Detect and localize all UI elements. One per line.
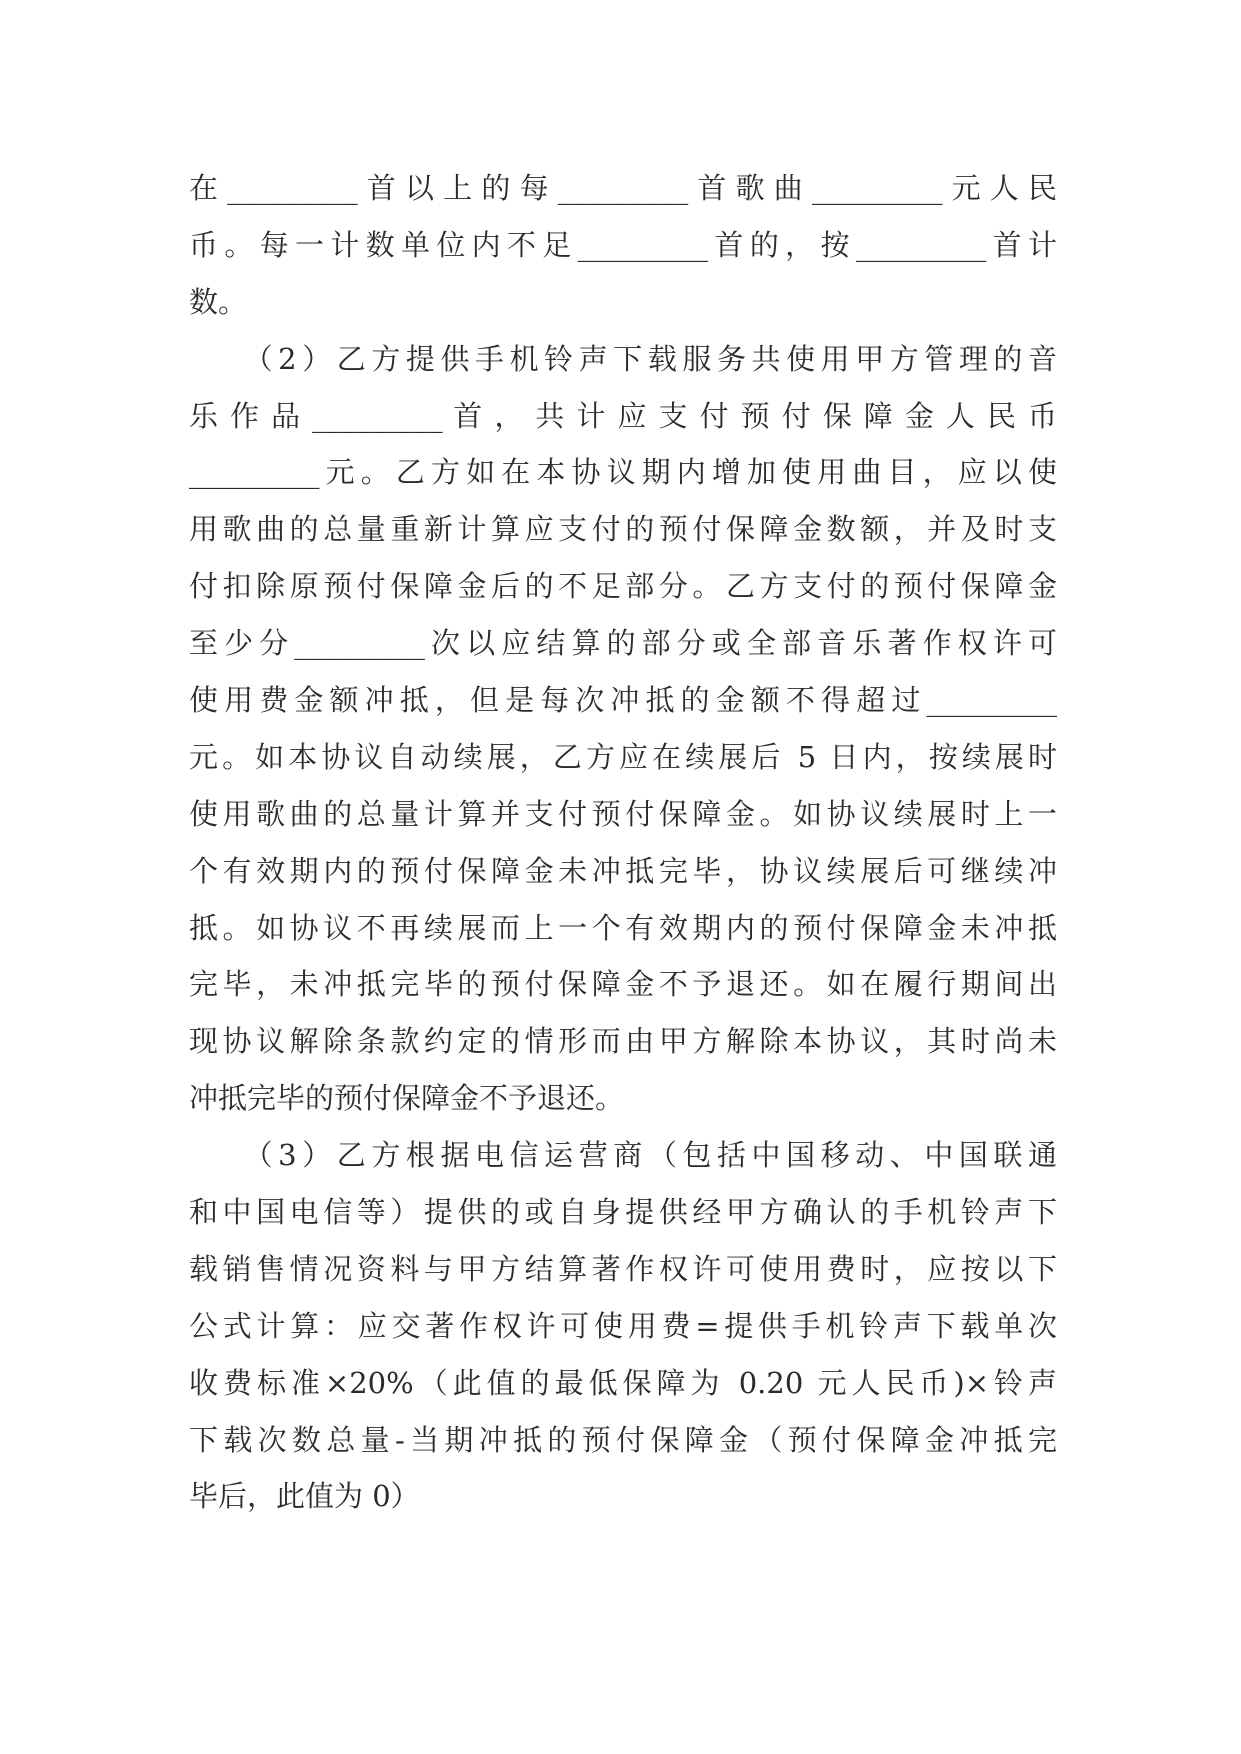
text-line: 冲抵完毕的预付保障金不予退还。 bbox=[189, 1081, 625, 1116]
text-line: 币。每一计数单位内不足_________首的，按_________首计 bbox=[189, 227, 1057, 262]
text-line: 元。如本协议自动续展，乙方应在续展后 5 日内，按续展时 bbox=[189, 739, 1057, 774]
text-line: 抵。如协议不再续展而上一个有效期内的预付保障金未冲抵 bbox=[189, 910, 1057, 945]
text-line: 付扣除原预付保障金后的不足部分。乙方支付的预付保障金 bbox=[189, 569, 1057, 604]
contract-text-body bbox=[189, 160, 1057, 1525]
text-line: 个有效期内的预付保障金未冲抵完毕，协议续展后可继续冲 bbox=[189, 853, 1057, 888]
text-line: 完毕，未冲抵完毕的预付保障金不予退还。如在履行期间出 bbox=[189, 967, 1057, 1002]
text-line: _________元。乙方如在本协议期内增加使用曲目，应以使 bbox=[189, 455, 1057, 490]
text-line: 载销售情况资料与甲方结算著作权许可使用费时，应按以下 bbox=[189, 1251, 1057, 1286]
text-line: 公式计算：应交著作权许可使用费=提供手机铃声下载单次 bbox=[189, 1308, 1057, 1343]
text-line: 使用歌曲的总量计算并支付预付保障金。如协议续展时上一 bbox=[189, 796, 1057, 831]
text-line: 毕后，此值为 0） bbox=[189, 1479, 420, 1514]
text-line: （3）乙方根据电信运营商（包括中国移动、中国联通 bbox=[189, 1138, 1057, 1173]
text-line: 在_________首以上的每_________首歌曲_________元人民 bbox=[189, 171, 1057, 205]
text-line: 使用费金额冲抵，但是每次冲抵的金额不得超过_________ bbox=[189, 683, 1057, 718]
text-line: 下载次数总量-当期冲抵的预付保障金（预付保障金冲抵完 bbox=[189, 1422, 1057, 1457]
text-line: 现协议解除条款约定的情形而由甲方解除本协议，其时尚未 bbox=[189, 1024, 1057, 1059]
text-line: 至少分_________次以应结算的部分或全部音乐著作权许可 bbox=[189, 626, 1057, 661]
text-line: 乐 作 品 _________ 首 ， 共 计 应 支 付 预 付 保 障 金 人 民 币 bbox=[189, 398, 1057, 433]
text-line: 用歌曲的总量重新计算应支付的预付保障金数额，并及时支 bbox=[189, 512, 1057, 547]
text-line: 和中国电信等）提供的或自身提供经甲方确认的手机铃声下 bbox=[189, 1195, 1057, 1230]
text-line: 收费标准×20%（此值的最低保障为 0.20 元人民币)×铃声 bbox=[189, 1365, 1057, 1400]
text-line: 数。 bbox=[189, 284, 248, 319]
text-line: （2）乙方提供手机铃声下载服务共使用甲方管理的音 bbox=[189, 341, 1057, 376]
